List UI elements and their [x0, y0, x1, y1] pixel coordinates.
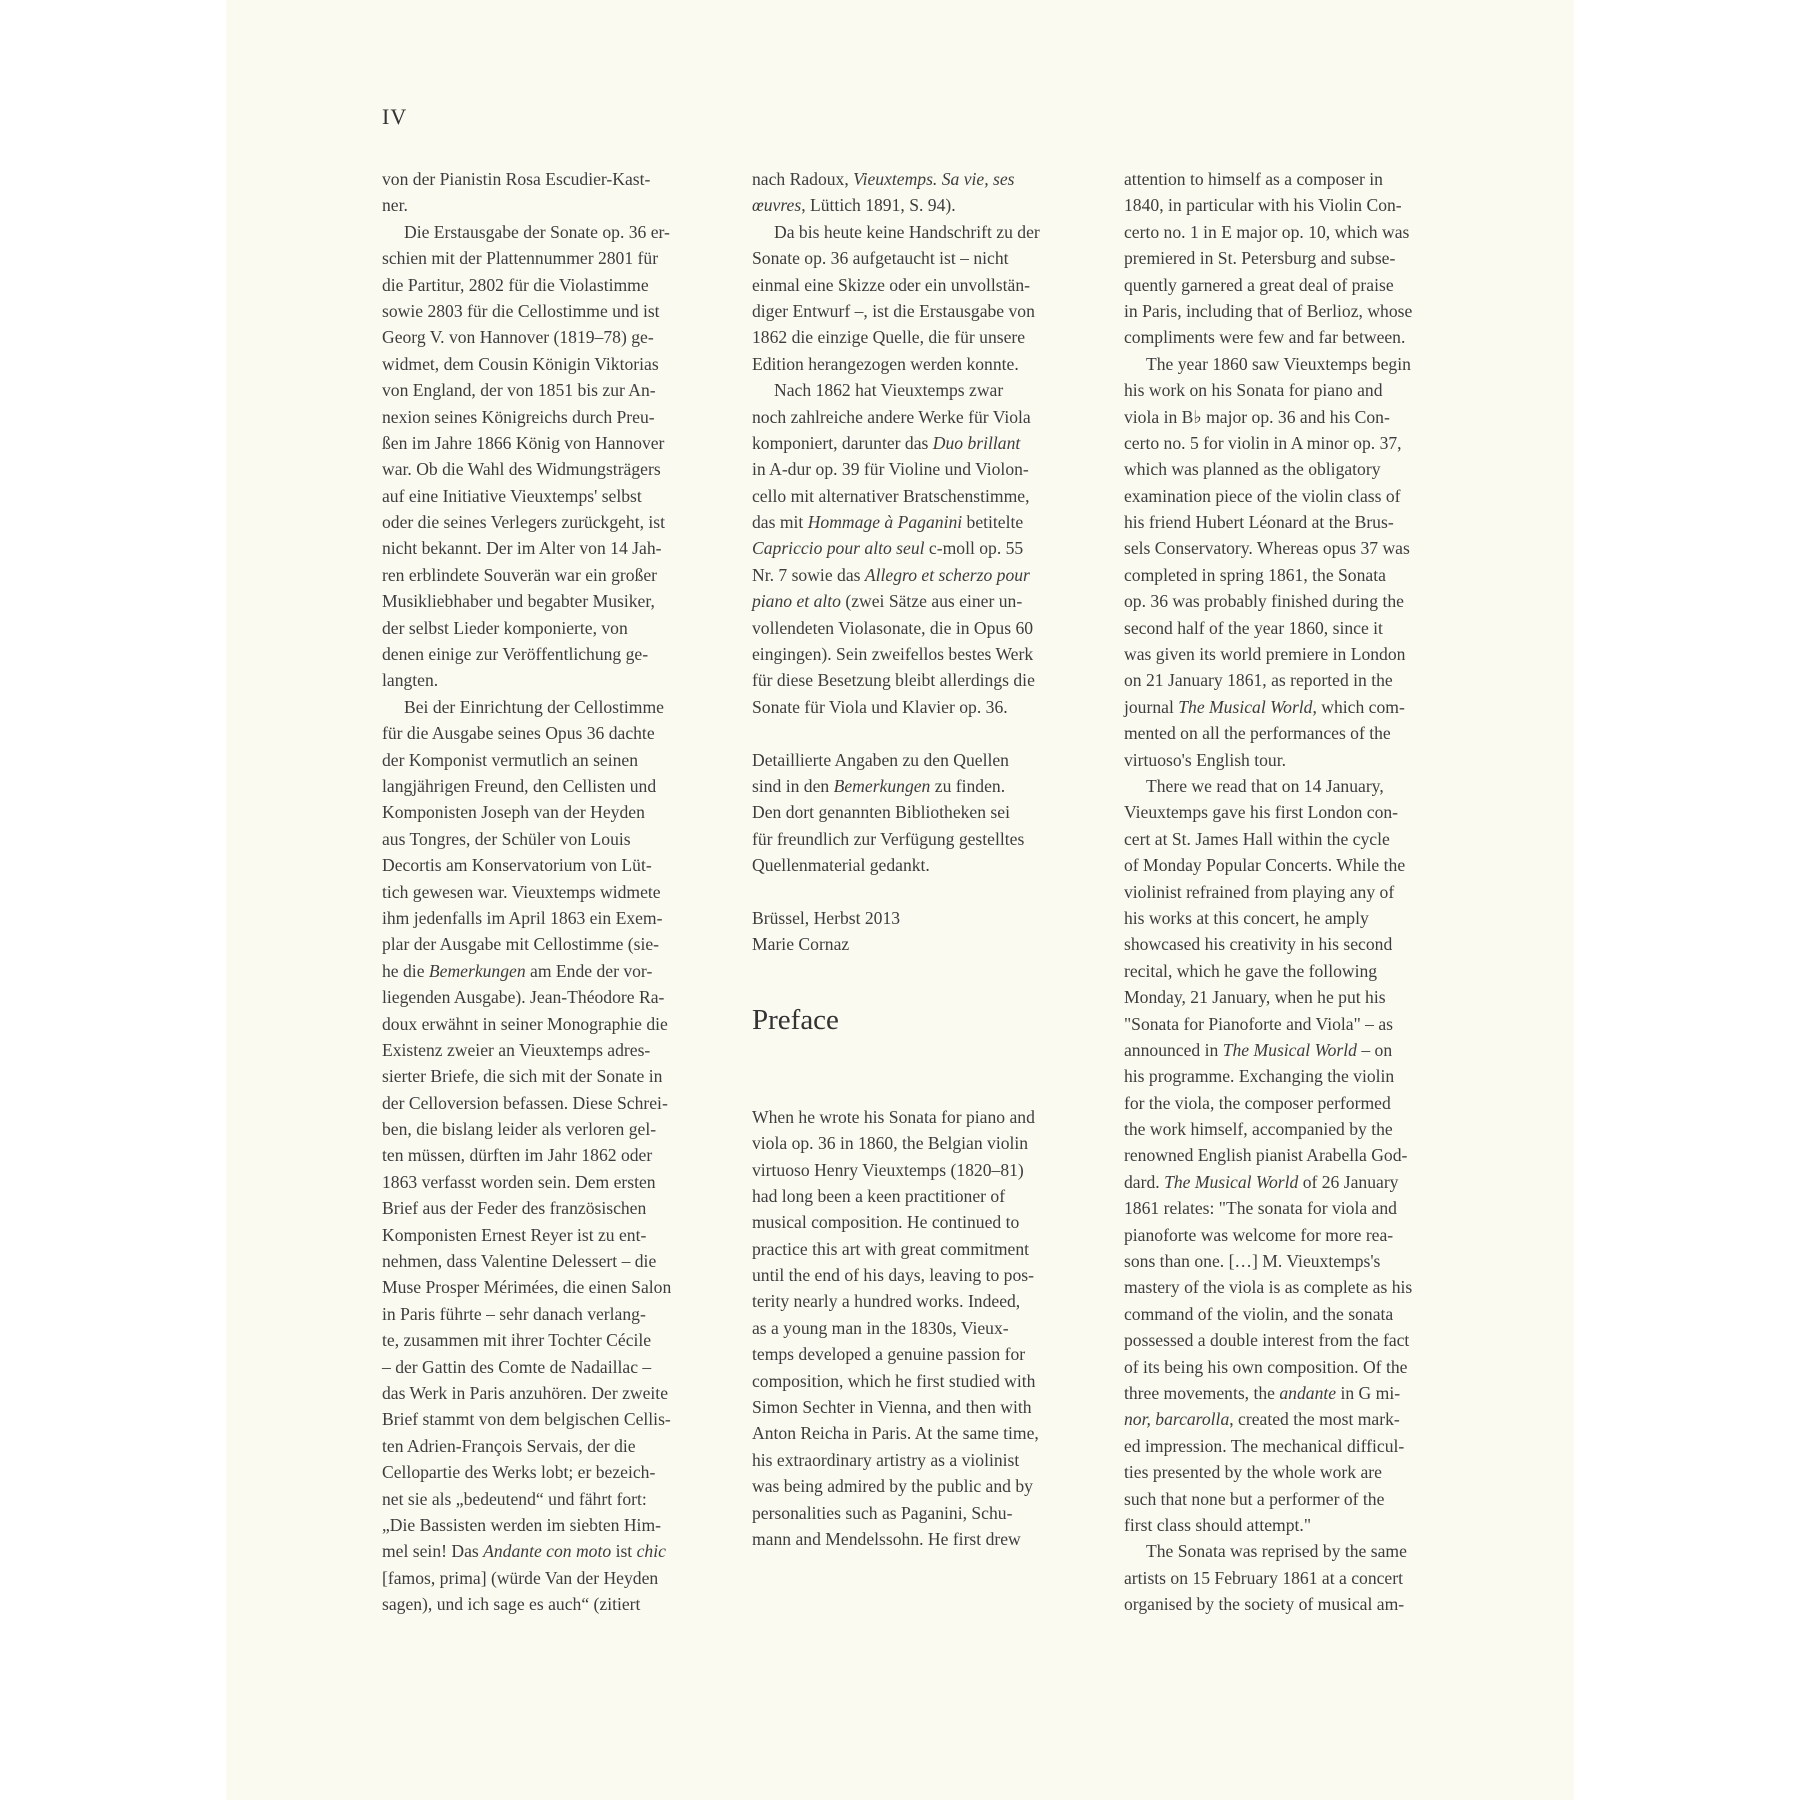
text-line: on 21 January 1861, as reported in the [1124, 670, 1393, 691]
italic-text: Hommage à Paganini [807, 512, 963, 533]
text-line: viola in B♭ major op. 36 and his Con- [1124, 406, 1390, 427]
text-line: Bei der Einrichtung der Cellostimme [404, 696, 664, 717]
text-line: Cellopartie des Werks lobt; er bezeich- [382, 1462, 656, 1483]
text-line: Simon Sechter in Vienna, and then with [752, 1397, 1032, 1418]
text-line: nor, barcarolla, created the most mark- [1124, 1409, 1400, 1430]
text-line: für freundlich zur Verfügung gestelltes [752, 828, 1025, 849]
german-text-block [752, 166, 1068, 958]
text-line: mastery of the viola is as complete as his [1124, 1277, 1413, 1298]
text-line: virtuoso's English tour. [1124, 749, 1287, 770]
text-line: three movements, the andante in G mi- [1124, 1382, 1401, 1403]
italic-text: piano et alto [752, 591, 841, 612]
text-line: Brief stammt von dem belgischen Cellis- [382, 1409, 671, 1430]
text-line: Vieuxtemps gave his first London con- [1124, 802, 1399, 823]
text-line: langten. [382, 670, 439, 691]
italic-text: chic [636, 1541, 666, 1562]
text-line: Nr. 7 sowie das Allegro et scherzo pour [752, 564, 1030, 585]
text-line: 1862 die einzige Quelle, die für unsere [752, 327, 1026, 348]
text-line: 1840, in particular with his Violin Con- [1124, 195, 1402, 216]
text-line: Muse Prosper Mérimées, die einen Salon [382, 1277, 672, 1298]
text-line: von der Pianistin Rosa Escudier-Kast- [382, 169, 651, 189]
italic-text: Andante con moto [483, 1541, 612, 1562]
text-line: cert at St. James Hall within the cycle [1124, 828, 1390, 849]
italic-text: nor, barcarolla [1124, 1409, 1230, 1430]
text-line: ner. [382, 195, 408, 216]
text-line: nehmen, dass Valentine Delessert – die [382, 1251, 657, 1272]
text-line: of its being his own composition. Of the [1124, 1356, 1408, 1377]
italic-text: Bemerkungen [833, 775, 931, 796]
text-line: te, zusammen mit ihrer Tochter Cécile [382, 1330, 652, 1351]
text-line: nicht bekannt. Der im Alter von 14 Jah- [382, 538, 662, 559]
text-line: Die Erstausgabe der Sonate op. 36 er- [404, 221, 670, 242]
text-line: was given its world premiere in London [1124, 644, 1406, 665]
text-line: ten müssen, dürften im Jahr 1862 oder [382, 1145, 653, 1166]
text-line: certo no. 5 for violin in A minor op. 37, [1124, 432, 1402, 453]
text-line: Existenz zweier an Vieuxtemps adres- [382, 1039, 651, 1060]
text-line: noch zahlreiche andere Werke für Viola [752, 406, 1031, 427]
italic-text: Duo brillant [932, 432, 1021, 453]
text-line: until the end of his days, leaving to pos- [752, 1265, 1034, 1286]
text-line: composition, which he first studied with [752, 1370, 1036, 1391]
text-line: Den dort genannten Bibliotheken sei [752, 802, 1010, 823]
italic-text: Allegro et scherzo pour [864, 564, 1030, 585]
text-line: such that none but a performer of the [1124, 1488, 1385, 1509]
text-line: practice this art with great commitment [752, 1238, 1030, 1259]
text-line: the work himself, accompanied by the [1124, 1119, 1393, 1140]
italic-text: Bemerkungen [428, 960, 526, 981]
preface-heading: Preface [752, 1003, 839, 1036]
text-line: Brüssel, Herbst 2013 [752, 907, 901, 928]
text-column-middle [752, 166, 1068, 1552]
text-line: sons than one. […] M. Vieuxtemps's [1124, 1251, 1381, 1272]
text-line: Da bis heute keine Handschrift zu der [774, 221, 1040, 242]
text-line: quently garnered a great deal of praise [1124, 274, 1394, 295]
text-line: – der Gattin des Comte de Nadaillac – [382, 1356, 652, 1377]
text-line: command of the violin, and the sonata [1124, 1303, 1394, 1324]
text-line: examination piece of the violin class of [1124, 485, 1401, 506]
text-line: Quellenmaterial gedankt. [752, 855, 930, 876]
text-line: war. Ob die Wahl des Widmungsträgers [382, 459, 661, 480]
text-line: certo no. 1 in E major op. 10, which was [1124, 221, 1410, 242]
text-line: for the viola, the composer performed [1124, 1092, 1391, 1113]
page-sheet [226, 0, 1574, 1800]
text-line: temps developed a genuine passion for [752, 1344, 1026, 1365]
text-line: There we read that on 14 January, [1146, 775, 1384, 796]
text-line: showcased his creativity in his second [1124, 934, 1393, 955]
text-line: für die Ausgabe seines Opus 36 dachte [382, 723, 655, 744]
text-line: œuvres, Lüttich 1891, S. 94). [752, 195, 956, 216]
text-line: was being admired by the public and by [752, 1476, 1033, 1497]
text-line: nach Radoux, Vieuxtemps. Sa vie, ses [752, 169, 1015, 189]
text-line: der Komponist vermutlich an seinen [382, 749, 639, 770]
text-line: dard. The Musical World of 26 January [1124, 1171, 1399, 1192]
text-line: Marie Cornaz [752, 934, 850, 955]
paragraph-gap [752, 879, 1068, 905]
text-line: diger Entwurf –, ist die Erstausgabe von [752, 300, 1035, 321]
text-line: Capriccio pour alto seul c-moll op. 55 [752, 538, 1024, 559]
text-line: die Partitur, 2802 für die Violastimme [382, 274, 649, 295]
text-line: Musikliebhaber und begabter Musiker, [382, 591, 655, 612]
text-line: sagen), und ich sage es auch“ (zitiert [382, 1594, 641, 1615]
text-line: musical composition. He continued to [752, 1212, 1020, 1233]
italic-text: The Musical World [1222, 1039, 1357, 1060]
text-line: der Celloversion befassen. Diese Schrei- [382, 1092, 668, 1113]
text-line: 1863 verfasst worden sein. Dem ersten [382, 1171, 656, 1192]
text-line: aus Tongres, der Schüler von Louis [382, 828, 631, 849]
italic-text: Capriccio pour alto seul [752, 538, 925, 559]
italic-text: The Musical World [1164, 1171, 1299, 1192]
text-line: virtuoso Henry Vieuxtemps (1820–81) [752, 1159, 1024, 1180]
text-line: von England, der von 1851 bis zur An- [382, 380, 656, 401]
text-line: das Werk in Paris anzuhören. Der zweite [382, 1382, 669, 1403]
text-line: possessed a double interest from the fact [1124, 1330, 1410, 1351]
text-line: he die Bemerkungen am Ende der vor- [382, 960, 653, 981]
text-line: ben, die bislang leider als verloren gel- [382, 1119, 657, 1140]
text-line: pianoforte was welcome for more rea- [1124, 1224, 1394, 1245]
text-line: [famos, prima] (würde Van der Heyden [382, 1567, 659, 1588]
text-line: When he wrote his Sonata for piano and [752, 1106, 1035, 1127]
text-line: sierter Briefe, die sich mit der Sonate in [382, 1066, 663, 1087]
text-line: Edition herangezogen werden konnte. [752, 353, 1019, 374]
text-line: piano et alto (zwei Sätze aus einer un- [752, 591, 1023, 612]
text-line: 1861 relates: "The sonata for viola and [1124, 1198, 1397, 1219]
text-line: schien mit der Plattennummer 2801 für [382, 248, 659, 269]
text-line: doux erwähnt in seiner Monographie die [382, 1013, 668, 1034]
text-line: his work on his Sonata for piano and [1124, 380, 1383, 401]
text-line: Decortis am Konservatorium von Lüt- [382, 855, 652, 876]
text-line: das mit Hommage à Paganini betitelte [752, 512, 1024, 533]
text-line: Komponisten Joseph van der Heyden [382, 802, 645, 823]
text-line: ed impression. The mechanical difficul- [1124, 1435, 1405, 1456]
text-line: viola op. 36 in 1860, the Belgian violin [752, 1133, 1029, 1154]
text-column-left [382, 166, 698, 1617]
text-line: which was planned as the obligatory [1124, 459, 1381, 480]
text-line: Brief aus der Feder des französischen [382, 1198, 647, 1219]
italic-text: andante [1279, 1382, 1337, 1403]
italic-text: The Musical World [1178, 696, 1313, 717]
text-line: Anton Reicha in Paris. At the same time, [752, 1423, 1039, 1444]
text-line: Nach 1862 hat Vieuxtemps zwar [774, 380, 1004, 401]
text-line: his works at this concert, he amply [1124, 907, 1369, 928]
paragraph-gap [752, 720, 1068, 746]
text-line: ihm jedenfalls im April 1863 ein Exem- [382, 907, 663, 928]
text-line: für diese Besetzung bleibt allerdings die [752, 670, 1035, 691]
text-line: widmet, dem Cousin Königin Viktorias [382, 353, 659, 374]
page-number: IV [382, 104, 408, 129]
text-line: nexion seines Königreichs durch Preu- [382, 406, 655, 427]
text-line: second half of the year 1860, since it [1124, 617, 1383, 638]
text-line: einmal eine Skizze oder ein unvollstän- [752, 274, 1030, 295]
text-line: The Sonata was reprised by the same [1146, 1541, 1407, 1562]
text-line: mann and Mendelssohn. He first drew [752, 1528, 1021, 1549]
text-line: op. 36 was probably finished during the [1124, 591, 1404, 612]
text-line: recital, which he gave the following [1124, 960, 1378, 981]
text-line: Monday, 21 January, when he put his [1124, 987, 1386, 1008]
text-line: as a young man in the 1830s, Vieux- [752, 1317, 1009, 1338]
text-line: denen einige zur Veröffentlichung ge- [382, 644, 649, 665]
text-line: Sonate für Viola und Klavier op. 36. [752, 696, 1008, 717]
text-line: mented on all the performances of the [1124, 723, 1391, 744]
text-line: liegenden Ausgabe). Jean-Théodore Ra- [382, 987, 665, 1008]
text-line: mel sein! Das Andante con moto ist chic [382, 1541, 666, 1562]
text-line: of Monday Popular Concerts. While the [1124, 855, 1406, 876]
text-line: terity nearly a hundred works. Indeed, [752, 1291, 1021, 1312]
text-line: ten Adrien-François Servais, der die [382, 1435, 636, 1456]
text-line: ties presented by the whole work are [1124, 1462, 1382, 1483]
italic-text: œuvres [752, 195, 802, 216]
text-line: vollendeten Violasonate, die in Opus 60 [752, 617, 1034, 638]
text-line: langjährigen Freund, den Cellisten und [382, 775, 657, 796]
text-column-right [1124, 166, 1440, 1617]
text-line: had long been a keen practitioner of [752, 1185, 1006, 1206]
text-line: „Die Bassisten werden im siebten Him- [382, 1514, 661, 1535]
text-line: cello mit alternativer Bratschenstimme, [752, 485, 1030, 506]
text-line: eingingen). Sein zweifellos bestes Werk [752, 644, 1034, 665]
text-line: violinist refrained from playing any of [1124, 881, 1395, 902]
preface-text-block [752, 1104, 1068, 1553]
text-line: his programme. Exchanging the violin [1124, 1066, 1395, 1087]
text-line: komponiert, darunter das Duo brillant [752, 432, 1021, 453]
text-line: organised by the society of musical am- [1124, 1594, 1405, 1615]
text-line: sowie 2803 für die Cellostimme und ist [382, 300, 660, 321]
text-line: completed in spring 1861, the Sonata [1124, 564, 1386, 585]
text-line: Sonate op. 36 aufgetaucht ist – nicht [752, 248, 1009, 269]
text-line: in A-dur op. 39 für Violine und Violon- [752, 459, 1029, 480]
text-line: his friend Hubert Léonard at the Brus- [1124, 512, 1394, 533]
text-line: auf eine Initiative Vieuxtemps' selbst [382, 485, 642, 506]
text-line: der selbst Lieder komponierte, von [382, 617, 628, 638]
text-line: journal The Musical World, which com- [1124, 696, 1405, 717]
text-line: first class should attempt." [1124, 1514, 1312, 1535]
text-line: plar der Ausgabe mit Cellostimme (sie- [382, 934, 660, 955]
text-line: compliments were few and far between. [1124, 327, 1406, 348]
text-line: sind in den Bemerkungen zu finden. [752, 775, 1006, 796]
text-line: premiered in St. Petersburg and subse- [1124, 248, 1396, 269]
text-line: ßen im Jahre 1866 König von Hannover [382, 432, 665, 453]
text-line: artists on 15 February 1861 at a concert [1124, 1567, 1403, 1588]
text-line: Georg V. von Hannover (1819–78) ge- [382, 327, 654, 348]
text-line: renowned English pianist Arabella God- [1124, 1145, 1408, 1166]
text-line: attention to himself as a composer in [1124, 169, 1383, 189]
text-line: oder die seines Verlegers zurückgeht, ist [382, 512, 666, 533]
text-line: announced in The Musical World – on [1124, 1039, 1393, 1060]
text-line: net sie als „bedeutend“ und fährt fort: [382, 1488, 647, 1509]
text-line: Detaillierte Angaben zu den Quellen [752, 749, 1009, 770]
text-line: Komponisten Ernest Reyer ist zu ent- [382, 1224, 647, 1245]
text-line: ren erblindete Souverän war ein großer [382, 564, 658, 585]
text-line: sels Conservatory. Whereas opus 37 was [1124, 538, 1410, 559]
text-line: personalities such as Paganini, Schu- [752, 1502, 1013, 1523]
italic-text: Vieuxtemps. Sa vie, ses [853, 169, 1015, 189]
text-line: in Paris führte – sehr danach verlang- [382, 1303, 646, 1324]
text-line: his extraordinary artistry as a violinist [752, 1449, 1020, 1470]
text-line: "Sonata for Pianoforte and Viola" – as [1124, 1013, 1394, 1034]
text-line: The year 1860 saw Vieuxtemps begin [1146, 353, 1411, 374]
text-line: tich gewesen war. Vieuxtemps widmete [382, 881, 661, 902]
text-line: in Paris, including that of Berlioz, whose [1124, 300, 1413, 321]
